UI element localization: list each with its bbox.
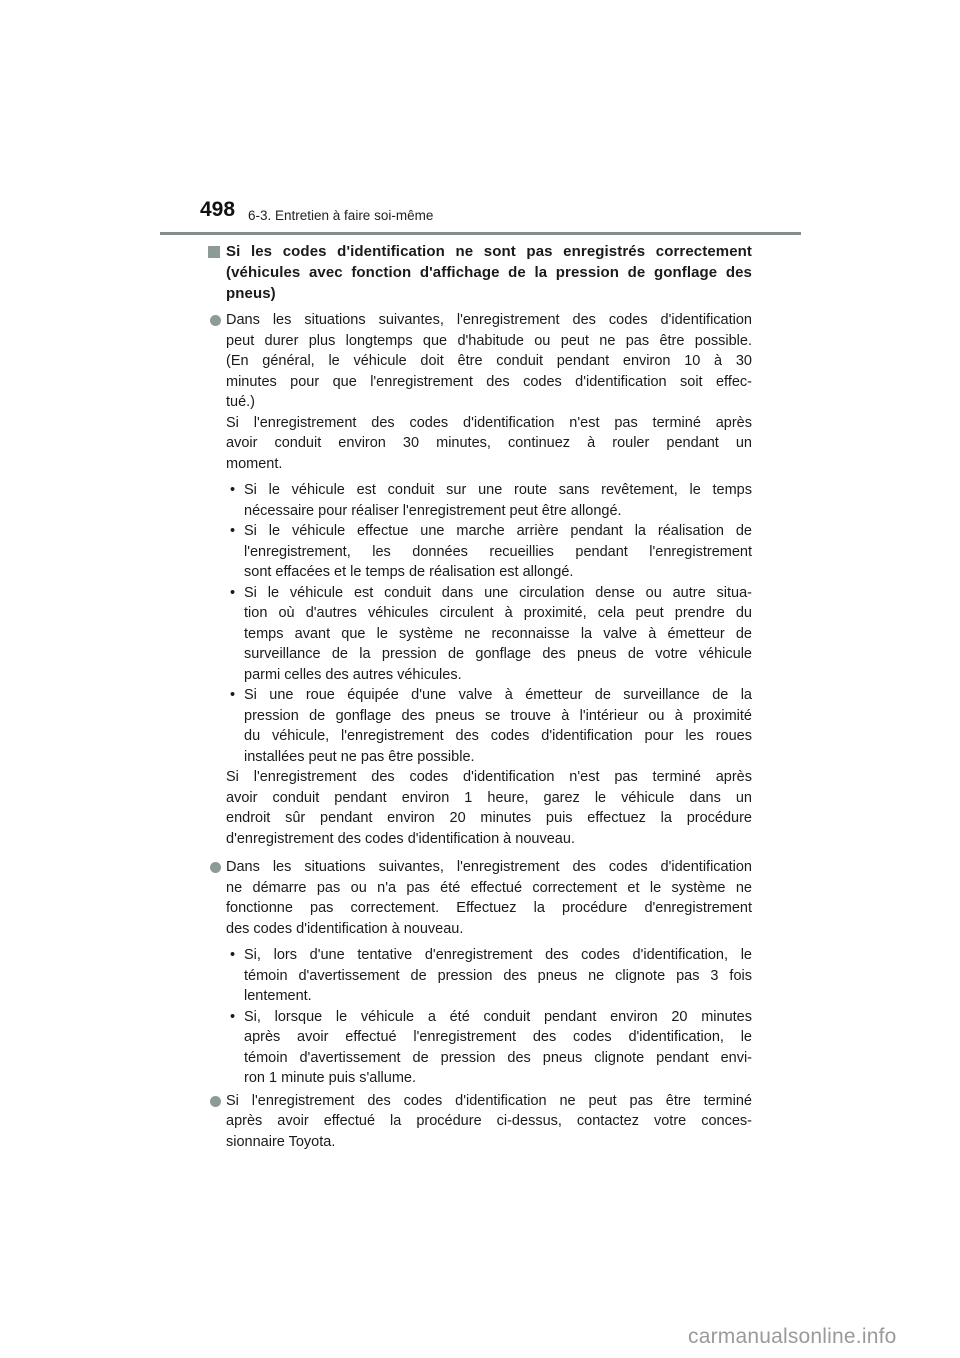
section-heading: Si les codes d'identification ne sont pas enregistrés correctement (véhicules avec fonction d'affichage de la pression de gonflage des pneus) (208, 241, 752, 304)
sub-list-item: • Si le véhicule effectue une marche arrière pendant la réalisation de l'enregistrement, les données recueillies pendant l'enregistrement sont effacées et le temps de réalisation est allongé. (230, 523, 752, 580)
small-bullet-icon: • (230, 687, 236, 703)
sub-list (226, 945, 752, 1089)
watermark-link[interactable]: carmanualsonline.info (688, 1325, 897, 1348)
small-bullet-icon: • (230, 947, 236, 963)
small-bullet-icon: • (230, 482, 236, 498)
circle-bullet-icon (210, 1096, 221, 1107)
bullet-item-2: Dans les situations suivantes, l'enregistrement des codes d'identification ne démarre pas ou n'a pas été effectué correctement et le système ne fonctionne pas correctement. Effectuez la procédure d'enregistrement des codes d'identification à nouveau. • Si, lors d'une tentative d'enregistrement des codes d'identification, le témoin d'avertissement de pression des pneus ne clignote pas 3 fois lentement. • Si, lorsque le véhicule a été conduit pendant environ 20 minutes après avoir effectué l'enregistrement des codes d'identification, le témoin d'avertissement de pression des pneus clignote pendant envi- ron 1 minute puis s'allume. (208, 857, 752, 1089)
circle-bullet-icon (210, 862, 221, 873)
note-paragraph: Si l'enregistrement des codes d'identification n'est pas terminé après avoir conduit pendant environ 1 heure, garez le véhicule dans un endroit sûr pendant environ 20 minutes puis effectuez la procédure d'enregistrement des codes d'identification à nouveau. (226, 769, 752, 847)
sub-list-item: • Si le véhicule est conduit sur une route sans revêtement, le temps nécessaire pour réaliser l'enregistrement peut être allongé. (230, 482, 752, 519)
section-title: 6-3. Entretien à faire soi-même (248, 208, 434, 223)
small-bullet-icon: • (230, 584, 236, 601)
bullet-item-3: Si l'enregistrement des codes d'identification ne peut pas être terminé après avoir effectué la procédure ci-dessus, contactez votre conces- sionnaire Toyota. (208, 1091, 752, 1153)
page-number: 498 (200, 198, 236, 221)
sub-list-item: • Si le véhicule est conduit dans une circulation dense ou autre situa- tion où d'autres véhicules circulent à proximité, cela peut prendre du temps avant que le système ne reconnaisse la valve à émetteur de surveillance de la pression de gonflage des pneus de votre véhicule parmi celles des autres véhicules. (230, 584, 752, 683)
page-content (208, 241, 752, 1152)
small-bullet-icon: • (230, 1008, 236, 1025)
bullet-item-1: Dans les situations suivantes, l'enregistrement des codes d'identification peut durer plus longtemps que d'habitude ou peut ne pas être possible. (En général, le véhicule doit être conduit pendant environ 10 à 30 minutes pour que l'enregistrement des codes d'identification soit effec- tué.) Si l'enregistrement des codes d'identification n'est pas terminé après avoir conduit environ 30 minutes, continuez à rouler pendant un moment. • Si le véhicule est conduit sur une route sans revêtement, le temps nécessaire pour réaliser l'enregistrement peut être allongé. • Si le véhicule effectue une marche arrière pendant la réalisation de l'enregistrement, les données recueillies pendant l'enregistrement sont effacées et le temps de réalisation est allongé. • Si le véhicule est conduit dans une circulation dense ou autre situa- tion où d'autres véhicules circulent à proximité, cela peut prendre du temps avant que le système ne reconnaisse la valve à émetteur de surveillance de la pression de gonflage des pneus de votre véhicule parmi celles des autres véhicules. • Si une roue équipée d'une valve à émetteur de surveillance de la pression de gonflage des pneus se trouve à l'intérieur ou à proximité du véhicule, l'enregistrement des codes d'identification pour les roues installées peut ne pas être possible. Si l'enregistrement des codes d'identification n'est pas terminé après avoir conduit pendant environ 1 heure, garez le véhicule dans un endroit sûr pendant environ 20 minutes puis effectuez la procédure d'enregistrement des codes d'identification à nouveau. (208, 310, 752, 849)
square-marker-icon (208, 246, 220, 258)
small-bullet-icon: • (230, 523, 236, 539)
sub-list-item: • Si, lorsque le véhicule a été conduit pendant environ 20 minutes après avoir effectué l'enregistrement des codes d'identification, le témoin d'avertissement de pression des pneus clignote pendant envi- ron 1 minute puis s'allume. (230, 1008, 752, 1086)
circle-bullet-icon (210, 315, 221, 326)
sub-list (226, 480, 752, 767)
sub-list-item: • Si une roue équipée d'une valve à émetteur de surveillance de la pression de gonflage des pneus se trouve à l'intérieur ou à proximité du véhicule, l'enregistrement des codes d'identification pour les roues installées peut ne pas être possible. (230, 687, 752, 765)
sub-list-item: • Si, lors d'une tentative d'enregistrement des codes d'identification, le témoin d'avertissement de pression des pneus ne clignote pas 3 fois lentement. (230, 947, 752, 1004)
header-divider (160, 232, 801, 235)
